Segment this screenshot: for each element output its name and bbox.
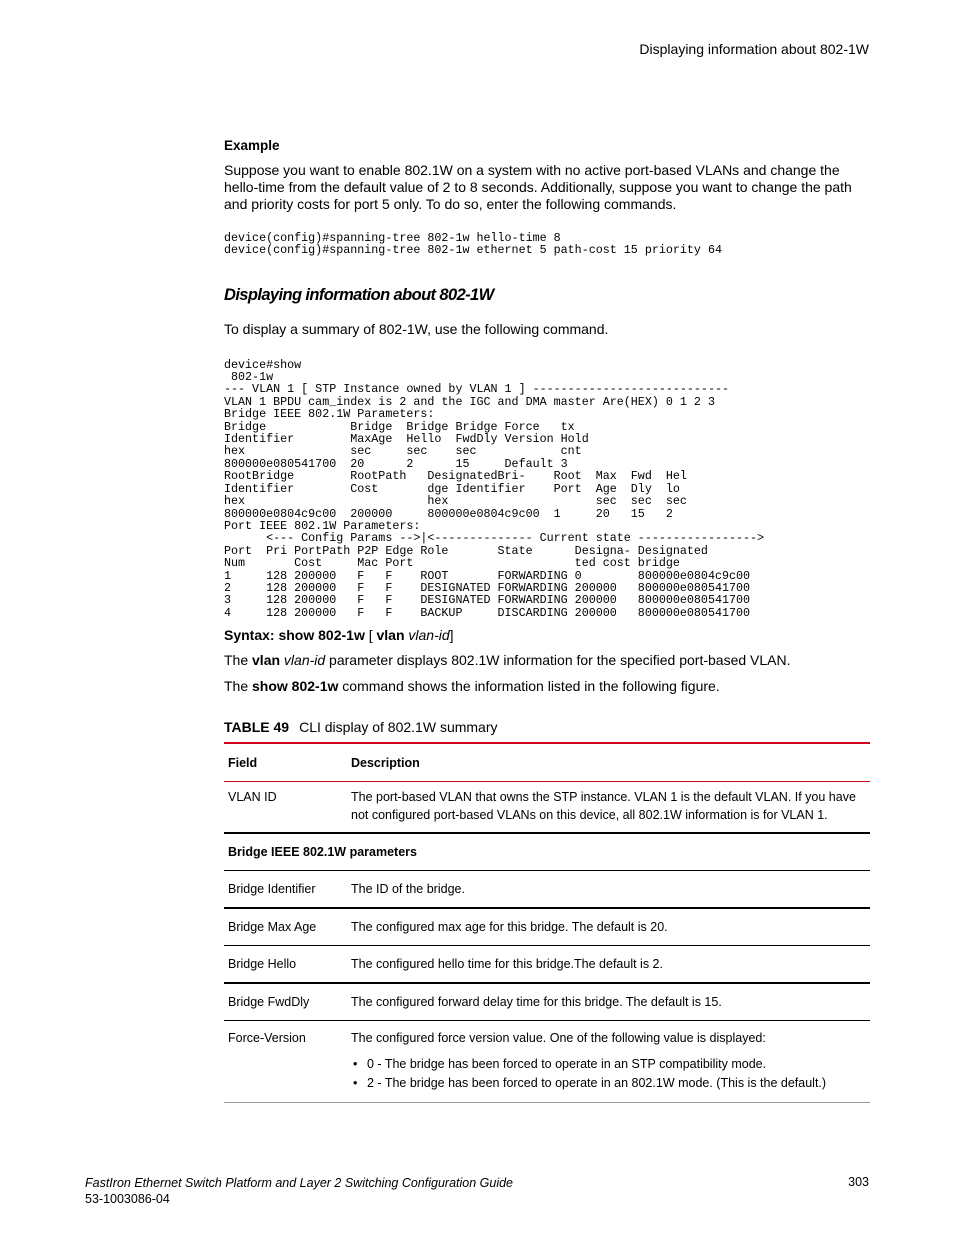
table-group-row [224, 833, 870, 871]
running-header: Displaying information about 802-1W [639, 41, 869, 57]
syntax-argument: vlan-id [408, 627, 450, 644]
show-command-paragraph: The show 802-1w command shows the information listed in the following figure. [224, 678, 720, 695]
description-cell [347, 1020, 870, 1102]
syntax-keyword: vlan [376, 627, 405, 644]
table-number: TABLE 49 [224, 718, 290, 735]
field-cell: Bridge Identifier [228, 881, 316, 896]
syntax-command: Syntax: show 802-1w [224, 627, 365, 644]
group-heading: Bridge IEEE 802.1W parameters [228, 844, 417, 859]
description-cell: The configured hello time for this bridge.The default is 2. [351, 956, 663, 971]
page-footer [85, 1175, 513, 1207]
show-output-code-block: device#show 802-1w --- VLAN 1 [ STP Instance owned by VLAN 1 ] ---------------------------- VLAN 1 BPDU cam_index is 2 and the IGC and DMA master Are(HEX) 0 1 2 3 Bridge IEEE 802.1W Parameters: Bridge Bridge Bridge Bridge Force tx Identifier MaxAge Hello FwdDly Version Hold hex sec sec sec cnt 800000e080541700 20 2 15 Default 3 RootBridge RootPath DesignatedBri- Root Max Fwd Hel Identifier Cost dge Identifier Port Age Dly lo hex hex sec sec sec 800000e0804c9c00 200000 800000e0804c9c00 1 20 15 2 Port IEEE 802.1W Parameters: <--- Config Params -->|<-------------- Current state -----------------> Port Pri PortPath P2P Edge Role State Designa- Designated Num Cost Mac Port ted cost bridge 1 128 200000 F F ROOT FORWARDING 0 800000e0804c9c00 2 128 200000 F F DESIGNATED FORWARDING 200000 800000e080541700 3 128 200000 F F DESIGNATED FORWARDING 200000 800000e080541700 4 128 200000 F F BACKUP DISCARDING 200000 800000e080541700 [224, 357, 765, 620]
page-content [224, 138, 870, 1103]
footer-title: FastIron Ethernet Switch Platform and Layer 2 Switching Configuration Guide [85, 1176, 513, 1190]
force-version-desc: The configured force version value. One of the following value is displayed: [351, 1030, 766, 1045]
force-version-list [351, 1055, 866, 1093]
footer-doc-number: 53-1003086-04 [85, 1192, 170, 1206]
description-cell: The configured max age for this bridge. The default is 20. [351, 919, 668, 934]
section-intro: To display a summary of 802-1W, use the following command. [224, 321, 609, 338]
field-cell: Bridge FwdDly [228, 994, 310, 1009]
header-field: Field [228, 755, 258, 770]
table-row [224, 945, 870, 983]
table-row [224, 870, 870, 908]
header-description: Description [351, 755, 420, 770]
table-title: CLI display of 802.1W summary [299, 718, 498, 735]
table-row [224, 908, 870, 946]
table-row [224, 781, 870, 833]
list-item: • 2 - The bridge has been forced to operate in an 802.1W mode. (This is the default.) [351, 1074, 866, 1093]
field-cell: Force-Version [228, 1030, 306, 1045]
field-cell: Bridge Max Age [228, 919, 317, 934]
field-cell: Bridge Hello [228, 956, 297, 971]
summary-table [224, 742, 870, 1103]
syntax-line: Syntax: show 802-1w [ vlan vlan-id] [224, 627, 454, 644]
example-paragraph: Suppose you want to enable 802.1W on a system with no active port-based VLANs and change the hello-time from the default value of 2 to 8 seconds. Additionally, suppose you want to change the path and priority costs for port 5 only. To do so, enter the following commands. [224, 162, 852, 213]
table-caption [224, 719, 870, 735]
table-row [224, 1020, 870, 1102]
table-row [224, 983, 870, 1021]
field-cell: VLAN ID [228, 789, 277, 804]
description-cell: The ID of the bridge. [351, 881, 465, 896]
vlan-param-paragraph: The vlan vlan-id parameter displays 802.1W information for the specified port-based VLAN. [224, 652, 791, 669]
description-cell: The configured forward delay time for this bridge. The default is 15. [351, 994, 722, 1009]
example-code-block: device(config)#spanning-tree 802-1w hello-time 8 device(config)#spanning-tree 802-1w ethernet 5 path-cost 15 priority 64 [224, 230, 722, 258]
table-header-row [224, 743, 870, 782]
description-cell: The port-based VLAN that owns the STP instance. VLAN 1 is the default VLAN. If you have not configured port-based VLANs on this device, all 802.1W information is for VLAN 1. [351, 789, 856, 822]
example-heading: Example [224, 138, 280, 153]
list-item: • 0 - The bridge has been forced to operate in an STP compatibility mode. [351, 1055, 866, 1074]
section-heading: Displaying information about 802-1W [224, 286, 494, 305]
page-number: 303 [848, 1175, 869, 1189]
